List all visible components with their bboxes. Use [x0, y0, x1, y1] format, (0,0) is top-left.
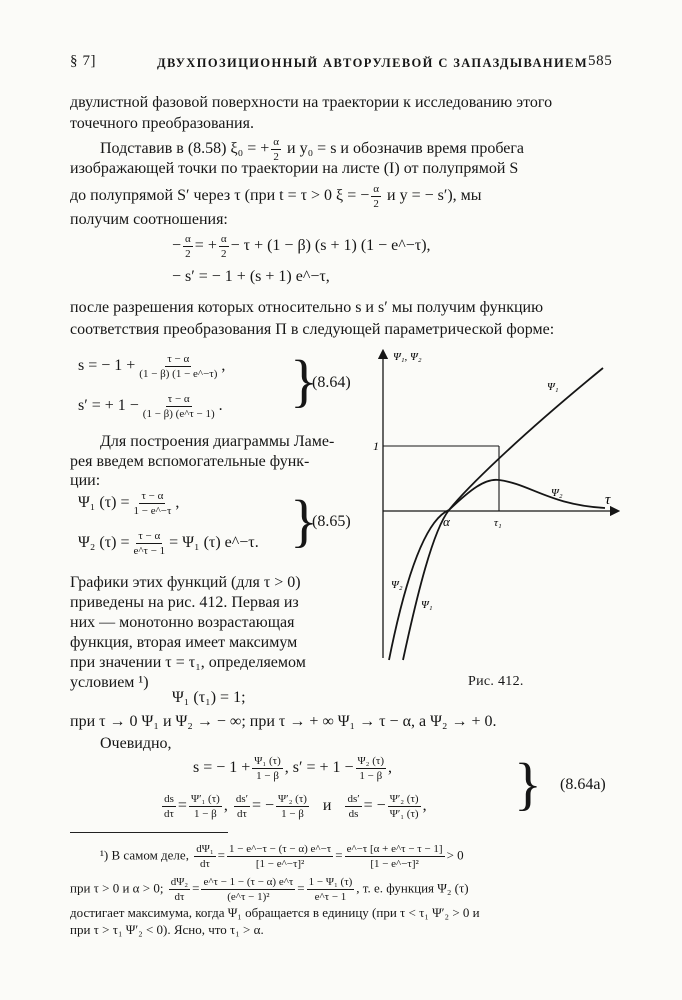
- text-line: условием ¹): [70, 674, 149, 691]
- page-number: 585: [588, 53, 613, 69]
- brace: }: [290, 348, 318, 413]
- text-line: до полупрямой S′ через τ (при t = τ > 0 ξ = − $\frac{\alpha}{2}$ и y = − s′), мы: [70, 183, 482, 210]
- psi1-label-top: Ψ₁: [547, 381, 559, 393]
- text-line: приведены на рис. 412. Первая из: [70, 594, 299, 611]
- footnote-line: достигает максимума, когда Ψ₁ обращается в единицу (при τ < τ₁ Ψ′₂ > 0 и: [70, 905, 480, 920]
- text-line: них — монотонно возрастающая: [70, 614, 295, 631]
- running-title: ДВУХПОЗИЦИОННЫЙ АВТОРУЛЕВОЙ С ЗАПАЗДЫВАНИЕМ: [157, 56, 589, 70]
- equation: Ψ₂ (τ) = $\frac{\tau - \alpha}{e\^{}\tau - 1}$ = Ψ₁ (τ) e^−τ.: [78, 530, 259, 557]
- text-line: получим соотношения:: [70, 211, 228, 228]
- figure-caption: Рис. 412.: [468, 674, 524, 689]
- text-line: соответствия преобразования Π в следующей параметрической форме:: [70, 321, 555, 338]
- equation-number: (8.65): [312, 513, 351, 530]
- section-mark: § 7]: [70, 53, 97, 69]
- psi1-curve: [403, 368, 603, 660]
- equation: − $\frac{\alpha}{2}$ = + $\frac{\alpha}{2}$ − τ + (1 − β) (s + 1) (1 − e^−τ),: [172, 233, 431, 260]
- x-axis-label: τ: [605, 492, 611, 508]
- equation: s = − 1 + $\frac{\text{Ψ₁ (τ)}}{1 - \beta}$ , s′ = + 1 − $\frac{\text{Ψ₂ (τ)}}{1 - \beta}$ ,: [193, 755, 392, 782]
- equation: Ψ₁ (τ₁) = 1;: [172, 689, 246, 706]
- text-line: после разрешения которых относительно s и s′ мы получим функцию: [70, 299, 544, 316]
- text-line: рея введем вспомогательные функ-: [70, 453, 310, 470]
- equation-number: (8.64a): [560, 776, 606, 793]
- psi2-curve: [389, 480, 605, 660]
- footnote-line: при τ > τ₁ Ψ′₂ < 0). Ясно, что τ₁ > α.: [70, 922, 264, 937]
- brace: }: [514, 751, 542, 816]
- equation: Ψ₁ (τ) = $\frac{\tau - \alpha}{1 - e\^{}-\tau}$ ,: [78, 490, 180, 517]
- brace: }: [290, 488, 318, 553]
- text-line: функция, вторая имеет максимум: [70, 634, 298, 651]
- footnote-rule: [70, 832, 228, 833]
- footnote-line: ¹) В самом деле, $\frac{\text{dΨ₁}}{d\tau}$ = $\frac{1 - e\^{}-\tau - (\tau - \alpha) e\^{}-\tau}{\text{[1 − e\textasciicircum{}−τ]²}}$ = $\frac{e\^{}-\tau [\alpha + e\^{}\tau - \tau - 1]}{\text{[1 − e\textasciicircum{}−τ]²}}$ > 0: [100, 843, 464, 870]
- text-line: при значении τ = τ₁, определяемом: [70, 654, 306, 671]
- text-line: при τ → 0 Ψ₁ и Ψ₂ → − ∞; при τ → + ∞ Ψ₁ → τ − α, а Ψ₂ → + 0.: [70, 713, 497, 730]
- footnote-line: при τ > 0 и α > 0; $\frac{\text{dΨ₂}}{d\tau}$ = $\frac{e\^{}\tau - 1 - (\tau - \alpha) e\^{}\tau}{\text{(e\textasciicircum{}τ − 1)²}}$ = $\frac{\text{1 − Ψ₁ (τ)}}{e\^{}\tau - 1}$ , т. е. функция Ψ₂ (τ): [70, 876, 469, 903]
- text-line: двулистной фазовой поверхности на траектории к исследованию этого: [70, 94, 553, 111]
- figure-412: [365, 340, 625, 670]
- equation: s = − 1 + $\frac{\tau - \alpha}{(1 - \beta) (1 - e\^{}-\tau)}$ ,: [78, 353, 226, 380]
- text-line: точечного преобразования.: [70, 115, 254, 132]
- text-line: Для построения диаграммы Ламе-: [100, 433, 335, 450]
- tick-alpha: α: [443, 514, 450, 529]
- equation-number: (8.64): [312, 374, 351, 391]
- text-line: ции:: [70, 472, 101, 489]
- tick-one: 1: [373, 439, 379, 453]
- equation: s′ = + 1 − $\frac{\tau - \alpha}{(1 - \beta) (e\^{}\tau - 1)}$ .: [78, 393, 223, 420]
- psi1-label-bottom: Ψ₁: [421, 599, 433, 611]
- equation: − s′ = − 1 + (s + 1) e^−τ,: [172, 268, 330, 285]
- psi2-label-bottom: Ψ₂: [391, 579, 403, 591]
- text-line: Подставив в (8.58) ξ₀ = + $\frac{\alpha}{2}$ и y₀ = s и обозначив время пробега: [100, 136, 525, 163]
- psi2-label-right: Ψ₂: [551, 487, 563, 499]
- tick-tau1: τ₁: [494, 517, 502, 529]
- text-line: изображающей точки по траектории на листе (I) от полупрямой S: [70, 160, 519, 177]
- equation: $\frac{ds}{d\tau}$ = $\frac{\text{Ψ′₁ (τ)}}{1 - \beta}$ , $\frac{ds'}{d\tau}$ = − $\frac{\text{Ψ′₂ (τ)}}{1 - \beta}$ и $\frac{ds'}{ds}$ = − $\frac{\text{Ψ′₂ (τ)}}{\text{Ψ′₁ (τ)}}$ ,: [164, 793, 427, 820]
- text-line: Очевидно,: [100, 735, 172, 752]
- text-line: Графики этих функций (для τ > 0): [70, 574, 301, 591]
- y-axis-label: Ψ₁, Ψ₂: [393, 351, 422, 363]
